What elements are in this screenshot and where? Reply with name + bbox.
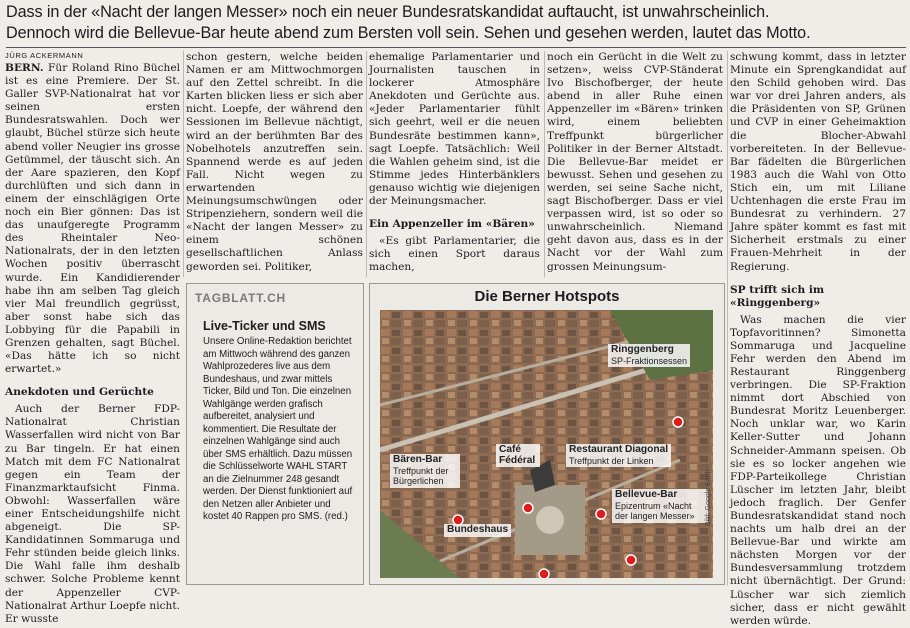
headline-line-2: Dennoch wird die Bellevue-Bar heute abend zum Bersten voll sein. Sehen und gesehen werden, lautet das Motto. <box>6 24 811 42</box>
paragraph: Was machen die vier Topfavoritinnen? Simonetta Sommaruga und Jacqueline Fehr werden den Abend im Restaurant Ringgenberg verbringen. Die SP-Fraktion nimmt dort Abschied von Bundesrat Moritz Leuenberger. Noch unklar war, wo Karin Keller-Sutter und Johann Schneider-Ammann speisen. Ob sie es so locker angehen wie FDP-Parteikollege Christian Lüscher im letzten Jahr, bleibt jedoch fraglich. Der Genfer Bundesratskandidat stand noch nachts um halb drei an der Bellevue-Bar und wirkte am nächsten Morgen vor der Bundesversammlung trotzdem nicht übernächtigt. Der Grund: Lüscher war sich ziemlich sicher, dass er nicht gewählt werden würde. <box>730 313 906 627</box>
column-divider <box>544 51 545 277</box>
hotspot-marker-ringgenberg <box>673 417 683 427</box>
article-column-4 <box>547 51 723 274</box>
article-column-3 <box>369 51 540 274</box>
hotspot-label-ringgenberg: Ringgenberg SP-Fraktionsessen <box>608 344 690 367</box>
paragraph: «Es gibt Parlamentarier, die sich einen Sport daraus machen, <box>369 235 540 274</box>
headline-line-1: Dass in der «Nacht der langen Messer» noch ein neuer Bundesratskandidat auftaucht, ist unwahrscheinlich. <box>6 3 770 21</box>
article-column-1 <box>5 51 180 626</box>
paragraph: noch ein Gerücht in die Welt zu setzen», weiss CVP-Ständerat Ivo Bischofberger, der heute abend in aller Ruhe einen Appenzeller im «Bären» trinken wird, einem beliebten Treffpunkt bürgerlicher Politiker in der Berner Altstadt. Die Bellevue-Bar meidet er bewusst. Sehen und gesehen zu werden, sei seine Sache nicht, sagt Bischofberger. Dass er viel verpassen wird, ist so oder so unwahrscheinlich. Niemand geht davon aus, dass es in der Nacht vor der Wahl zum grossen Meinungsum- <box>547 51 723 273</box>
hotspot-label-bellevue-bar: Bellevue-Bar Epizentrum «Nacht der langen Messer» <box>612 489 708 523</box>
hotspot-label-cafe-federal: Café Fédéral <box>496 444 540 467</box>
hotspot-marker-bundeshaus <box>539 569 549 578</box>
hotspots-map-box <box>369 283 725 585</box>
infobox-title: Live-Ticker und SMS <box>203 319 326 333</box>
map-credit: Bild: Google Earth <box>705 469 712 526</box>
tagblatt-infobox <box>186 283 364 585</box>
column-divider <box>183 51 184 277</box>
column-divider <box>727 51 728 586</box>
paragraph: schwung kommt, dass in letzter Minute ein Sprengkandidat auf den Schild gehoben wird. Das war vor drei Jahren anders, als die Präsidenten von SP, Grünen und CVP in einer Geheimaktion die Blocher-Abwahl vorbereiteten. In der Bellevue-Bar fädelten die Bürgerlichen 1983 auch die Wahl von Otto Stich ein, um mit Liliane Uchtenhagen die erste Frau im Bundesrat zu verhindern. 27 Jahre später kommt es fast mit Sicherheit erstmals zu einer Frauen-Mehrheit in der Regierung. <box>730 51 906 273</box>
hotspot-label-restaurant-diagonal: Restaurant Diagonal Treffpunkt der Linken <box>566 444 671 467</box>
hotspot-marker-restaurant-diagonal <box>596 509 606 519</box>
infobox-text: Unsere Online-Redaktion berichtet am Mittwoch während des ganzen Wahlprozederes live aus dem Bundeshaus, und zwar mittels Ticker, Bild und Ton. Die einzelnen Wahlgänge werden grafisch aufbereitet, analysiert und kommentiert. Die Resultate der einzelnen Wahlgänge sind auch über SMS erhältlich. Dazu müssen die Schlüsselworte WAHL START an die Zielnummer 248 gesandt werden. Der Dienst funktioniert auf den Netzen aller Anbieter und kostet 40 Rappen pro SMS. (red.) <box>203 336 353 522</box>
byline: JÜRG ACKERMANN <box>5 51 84 60</box>
tagblatt-logo[interactable]: TAGBLATT.CH <box>195 291 287 305</box>
hotspot-label-baeren-bar: Bären-Bar Treffpunkt der Bürgerlichen <box>390 454 460 488</box>
paragraph: Auch der Berner FDP-Nationalrat Christian Wasserfallen wird nicht von Bar zu Bar tingeln. Er hat einen Match mit dem FC Nationalrat gegen ein Team der Finanzmarktaufsicht Finma. Obwohl: Wasserfallen wäre einer Entscheidungshilfe nicht abgeneigt. Die SP-Kandidatinnen Sommaruga und Fehr stünden beide gleich links. Die Wahl falle ihm deshalb schwer. Solche Probleme kennt der Appenzeller CVP-Nationalrat Arthur Loepfe nicht. Er wusste <box>5 403 180 625</box>
subheading-ringgenberg: SP trifft sich im «Ringgenberg» <box>730 283 825 309</box>
subheading-anekdoten: Anekdoten und Gerüchte <box>5 386 154 399</box>
subheading-appenzeller: Ein Appenzeller im «Bären» <box>369 218 535 231</box>
article-column-5 <box>730 51 906 628</box>
headline-rule <box>6 47 906 48</box>
paragraph: ehemalige Parlamentarier und Journalisten tauschen in lockerer Atmosphäre Anekdoten und Gerüchte aus. «Jeder Parlamentarier fühlt sich geehrt, weil er die neuen Bundesräte bestimmen kann», sagt Loepfe. Tatsächlich: Weil die Wahlen geheim sind, ist die Stimme jedes Hinterbänklers genauso wichtig wie diejenigen der Meinungsmacher. <box>369 51 540 208</box>
paragraph: schon gestern, welche beiden Namen er am Mittwochmorgen auf den Zettel schreibt. In die Karten blicken liess er sich aber nicht. Loepfe, der während den Sessionen im Bellevue nächtigt, wird an der berühmten Bar des Nobelhotels anzutreffen sein. Spannend werde es auf jeden Fall. Nicht wegen zu erwartenden Meinungsumschwüngen oder Stripenziehern, sondern weil die «Nacht der langen Messer» zu einem schönen gesellschaftlichen Anlass geworden sei. Politiker, <box>186 51 363 273</box>
intro-paragraph: BERN. Für Roland Rino Büchel ist es eine Premiere. Der St. Galler SVP-Nationalrat hat vor seinen ersten Bundesratswahlen. Doch wer glaubt, Büchel stürze sich heute abend voller Neugier ins grosse Getümmel, der täuscht sich. An der Aare spazieren, den Kopf durchlüften und sich dann in einem der einschlägigen Orte noch ein Bier gönnen: Das ist das unaufgeregte Programm des Rheintaler Neo-Nationalrats, der in den letzten Wochen positiv überrascht wurde. Ein Kandidierender habe ihn am selben Tag gleich vier Mal freundlich gegrüsst, aber sonst habe sich das Lobbying für die Papabili in Grenzen gehalten, sagt Büchel. «Das hätte ich so nicht erwartet.» <box>5 62 180 376</box>
article-column-2 <box>186 51 363 274</box>
hotspot-label-bundeshaus: Bundeshaus <box>444 524 511 537</box>
column-divider <box>366 51 367 277</box>
hotspot-marker-bellevue-bar <box>626 555 636 565</box>
hotspot-marker-cafe-federal <box>523 503 533 513</box>
map-title: Die Berner Hotspots <box>474 288 620 305</box>
headline <box>6 2 906 44</box>
dateline: BERN. <box>5 62 44 74</box>
